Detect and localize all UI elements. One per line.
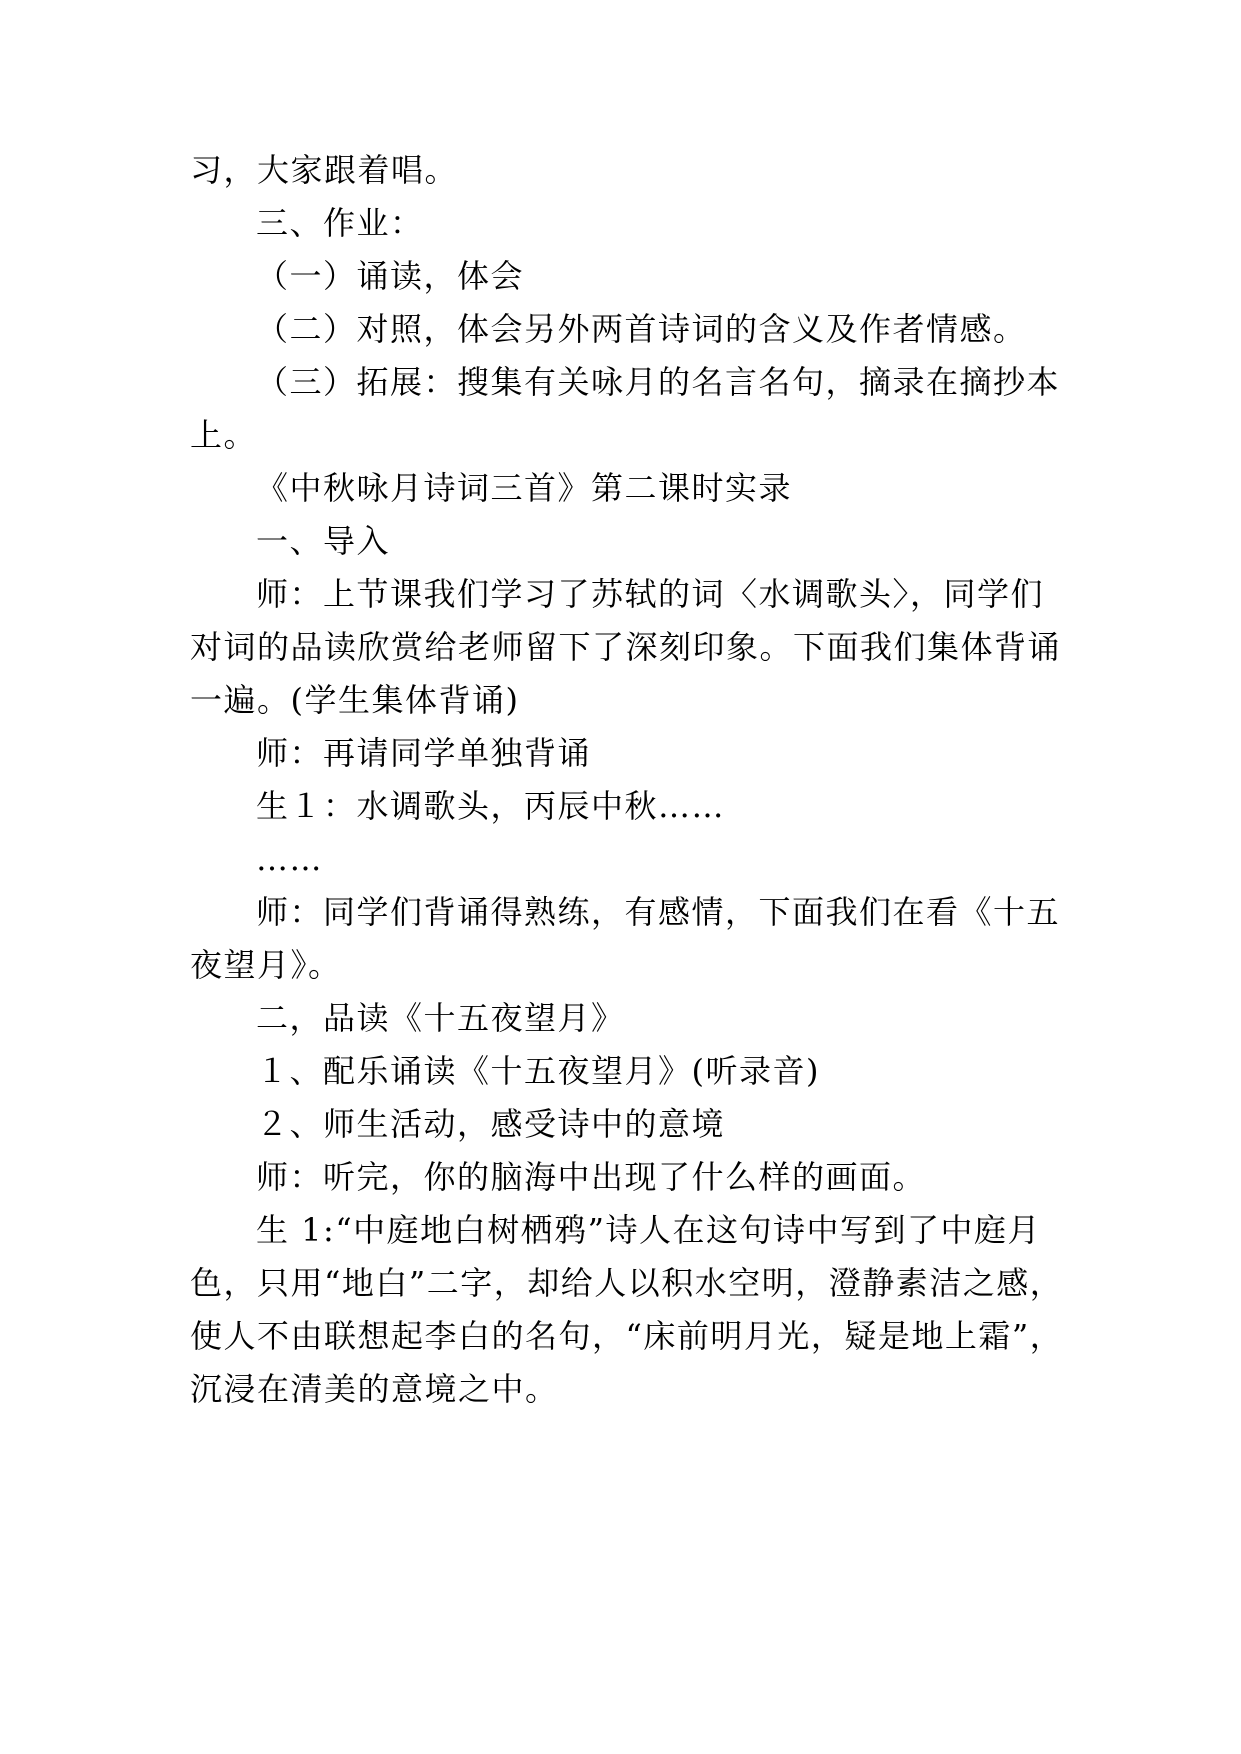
- text-line: 师：再请同学单独背诵: [256, 734, 592, 772]
- section-heading: 二，品读《十五夜望月》: [256, 999, 625, 1037]
- text-line: 使人不由联想起李白的名句，“床前明月光，疑是地上霜”，: [190, 1317, 1064, 1355]
- section-heading: 一、导入: [256, 522, 391, 560]
- section-heading: 三、作业：: [256, 204, 424, 242]
- text-line: 习，大家跟着唱。: [190, 151, 459, 189]
- text-line: 上。: [190, 416, 258, 454]
- text-line: 生 1:“中庭地白树栖鸦”诗人在这句诗中写到了中庭月: [256, 1211, 1042, 1249]
- text-line: 对词的品读欣赏给老师留下了深刻印象。下面我们集体背诵: [190, 628, 1062, 666]
- text-line: （一）诵读，体会: [256, 257, 525, 295]
- text-line: 色，只用“地白”二字，却给人以积水空明，澄静素洁之感，: [190, 1264, 1064, 1302]
- text-line: ……: [256, 840, 323, 878]
- text-line: 师：听完，你的脑海中出现了什么样的画面。: [256, 1158, 927, 1196]
- text-line: １、配乐诵读《十五夜望月》(听录音): [256, 1052, 820, 1090]
- text-line: 一遍。(学生集体背诵): [190, 681, 520, 719]
- text-line: 生１：水调歌头，丙辰中秋……: [256, 787, 726, 825]
- text-line: 师：同学们背诵得熟练，有感情，下面我们在看《十五: [256, 893, 1061, 931]
- text-line: （二）对照，体会另外两首诗词的含义及作者情感。: [256, 310, 1027, 348]
- text-line: 师：上节课我们学习了苏轼的词〈水调歌头〉，同学们: [256, 575, 1045, 613]
- lesson-title: 《中秋咏月诗词三首》第二课时实录: [256, 469, 793, 507]
- text-line: 夜望月》。: [190, 946, 342, 984]
- text-line: （三）拓展：搜集有关咏月的名言名句，摘录在摘抄本: [256, 363, 1061, 401]
- text-line: 沉浸在清美的意境之中。: [190, 1370, 559, 1408]
- text-line: ２、师生活动，感受诗中的意境: [256, 1105, 726, 1143]
